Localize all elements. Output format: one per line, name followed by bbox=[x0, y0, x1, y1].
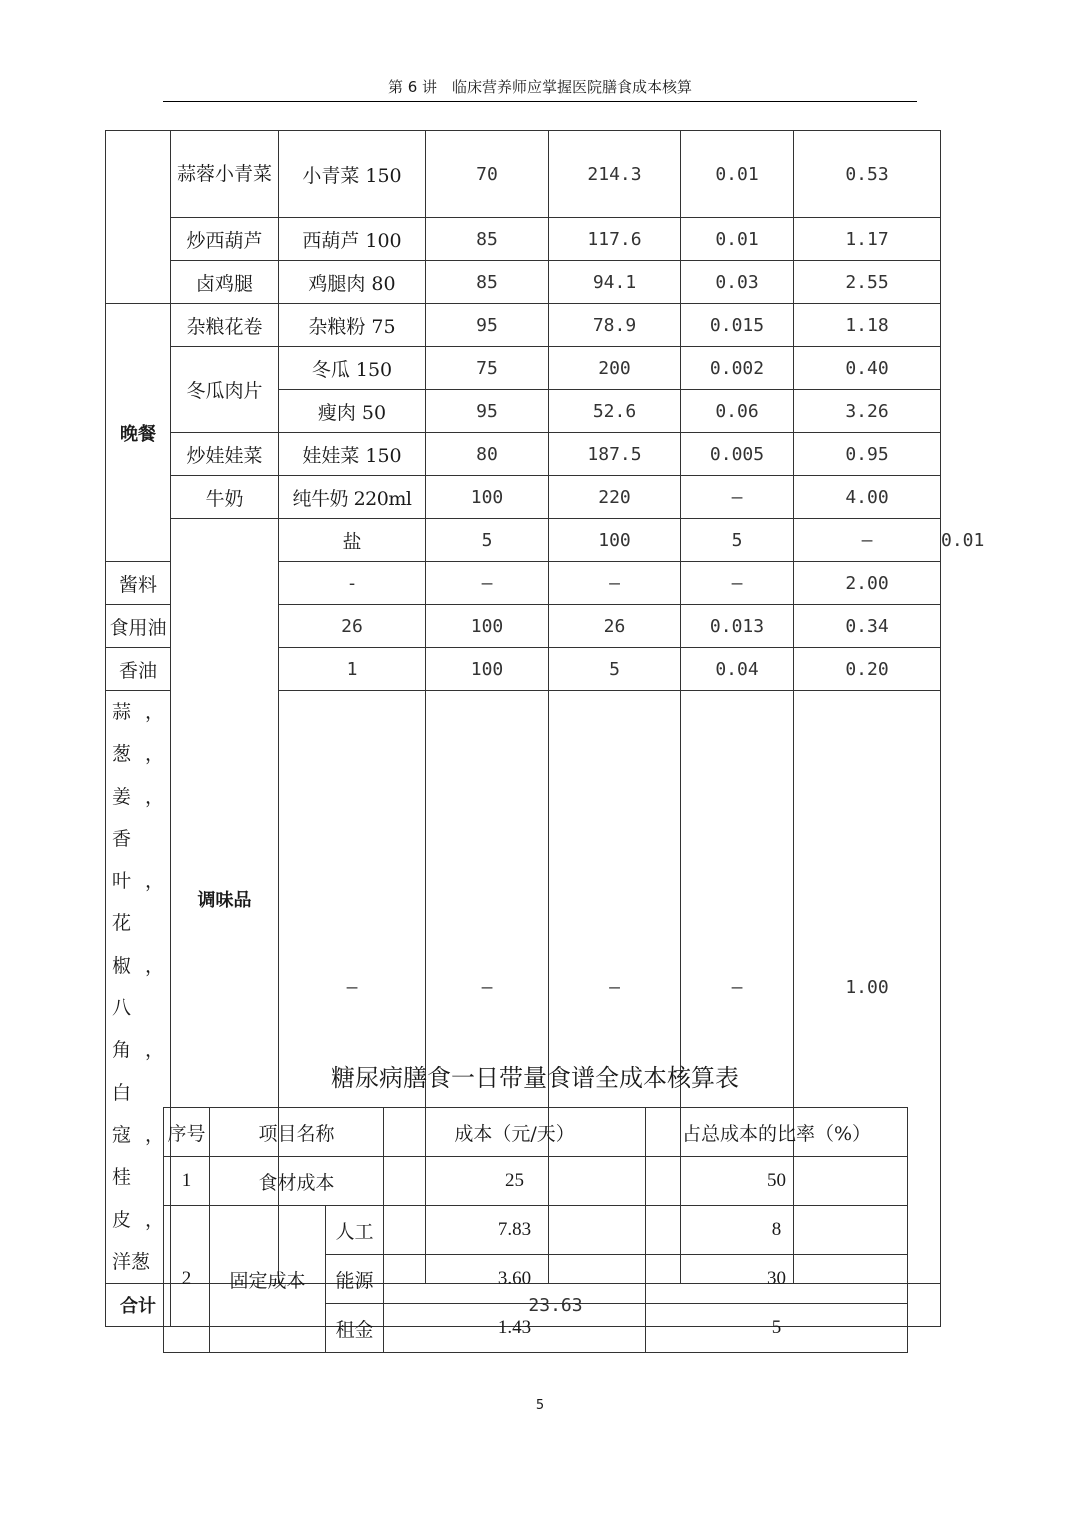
total-label: 合计 bbox=[106, 1284, 171, 1327]
dish-name: 牛奶 bbox=[171, 476, 279, 519]
meal-label-cell bbox=[106, 131, 171, 304]
value-c: – bbox=[794, 519, 941, 562]
value-c: 0.03 bbox=[681, 261, 794, 304]
dish-name: 香油 bbox=[106, 648, 171, 691]
value-a: 95 bbox=[426, 390, 549, 433]
value-a: 70 bbox=[426, 131, 549, 218]
value-d: 0.40 bbox=[794, 347, 941, 390]
value-a: – bbox=[426, 691, 549, 1284]
value-a: 95 bbox=[426, 304, 549, 347]
value-a: 100 bbox=[426, 648, 549, 691]
header-item: 项目名称 bbox=[210, 1108, 384, 1157]
value-d: 1.17 bbox=[794, 218, 941, 261]
table-row bbox=[106, 433, 941, 476]
value-d: 3.26 bbox=[794, 390, 941, 433]
table-row bbox=[164, 1157, 908, 1206]
value-a: 100 bbox=[426, 476, 549, 519]
value-c: 0.06 bbox=[681, 390, 794, 433]
value-b: 5 bbox=[549, 648, 681, 691]
ingredient: - bbox=[279, 562, 426, 605]
cost-table-title: 糖尿病膳食一日带量食谱全成本核算表 bbox=[331, 1064, 739, 1092]
value-c: 0.04 bbox=[681, 648, 794, 691]
table-row bbox=[106, 218, 941, 261]
value-b: 187.5 bbox=[549, 433, 681, 476]
value-d: 0.20 bbox=[794, 648, 941, 691]
table-row bbox=[106, 304, 941, 347]
dish-name: 炒西葫芦 bbox=[171, 218, 279, 261]
table-row bbox=[164, 1206, 908, 1255]
header-ratio: 占总成本的比率（%） bbox=[646, 1108, 908, 1157]
row-ratio: 5 bbox=[646, 1304, 908, 1353]
dish-name: 冬瓜肉片 bbox=[171, 347, 279, 433]
value-b: 52.6 bbox=[549, 390, 681, 433]
row-cost: 7.83 bbox=[384, 1206, 646, 1255]
ingredient: 1 bbox=[279, 648, 426, 691]
value-b: 214.3 bbox=[549, 131, 681, 218]
page-number: 5 bbox=[535, 1398, 545, 1413]
table-row: 调味品 盐 5 100 5 – 0.01 bbox=[106, 519, 941, 562]
value-c: – bbox=[681, 691, 794, 1284]
sub-item-energy: 能源 bbox=[326, 1255, 384, 1304]
sub-item-rent: 租金 bbox=[326, 1304, 384, 1353]
dish-name: 卤鸡腿 bbox=[171, 261, 279, 304]
value-d: 4.00 bbox=[794, 476, 941, 519]
row-ratio: 30 bbox=[646, 1255, 908, 1304]
value-c: – bbox=[681, 476, 794, 519]
value-a: 75 bbox=[426, 347, 549, 390]
dish-name: 杂粮花卷 bbox=[171, 304, 279, 347]
header-no: 序号 bbox=[164, 1108, 210, 1157]
ingredient: 西葫芦 100 bbox=[279, 218, 426, 261]
table-header-row bbox=[164, 1108, 908, 1157]
value-c: – bbox=[681, 562, 794, 605]
row-no: 2 bbox=[164, 1206, 210, 1353]
value-c: 0.01 bbox=[681, 218, 794, 261]
dish-name: 盐 bbox=[279, 519, 426, 562]
header-cost: 成本（元/天） bbox=[384, 1108, 646, 1157]
value-d: 0.95 bbox=[794, 433, 941, 476]
value-a: 85 bbox=[426, 218, 549, 261]
row-cost: 25 bbox=[384, 1157, 646, 1206]
meal-label-dinner: 晚餐 bbox=[106, 304, 171, 562]
value-b: 5 bbox=[681, 519, 794, 562]
value-d: 0.34 bbox=[794, 605, 941, 648]
value-d: 1.00 bbox=[794, 691, 941, 1284]
row-ratio: 8 bbox=[646, 1206, 908, 1255]
meal-label-seasoning: 调味品 bbox=[171, 519, 279, 1284]
row-item: 食材成本 bbox=[210, 1157, 384, 1206]
value-b: 78.9 bbox=[549, 304, 681, 347]
table-row bbox=[106, 347, 941, 390]
value-d: 0.53 bbox=[794, 131, 941, 218]
table-row bbox=[106, 476, 941, 519]
table-row bbox=[106, 261, 941, 304]
value-d: 2.00 bbox=[794, 562, 941, 605]
row-cost: 3.60 bbox=[384, 1255, 646, 1304]
dish-name: 炒娃娃菜 bbox=[171, 433, 279, 476]
value-d: 2.55 bbox=[794, 261, 941, 304]
value-c: 0.013 bbox=[681, 605, 794, 648]
value-b: 117.6 bbox=[549, 218, 681, 261]
value-b: 94.1 bbox=[549, 261, 681, 304]
value-c: 0.01 bbox=[681, 131, 794, 218]
value-a: 100 bbox=[549, 519, 681, 562]
row-item: 固定成本 bbox=[210, 1206, 326, 1353]
row-ratio: 50 bbox=[646, 1157, 908, 1206]
value-b: – bbox=[549, 691, 681, 1284]
row-cost: 1.43 bbox=[384, 1304, 646, 1353]
value-b: 220 bbox=[549, 476, 681, 519]
ingredient: 瘦肉 50 bbox=[279, 390, 426, 433]
ingredient: 杂粮粉 75 bbox=[279, 304, 426, 347]
ingredient: 5 bbox=[426, 519, 549, 562]
value-d: 1.18 bbox=[794, 304, 941, 347]
ingredient: 娃娃菜 150 bbox=[279, 433, 426, 476]
dish-name: 酱料 bbox=[106, 562, 171, 605]
value-a: 80 bbox=[426, 433, 549, 476]
running-header: 第 6 讲 临床营养师应掌握医院膳食成本核算 bbox=[163, 74, 917, 102]
value-b: 26 bbox=[549, 605, 681, 648]
value-b: – bbox=[549, 562, 681, 605]
ingredient: 小青菜 150 bbox=[279, 131, 426, 218]
row-no: 1 bbox=[164, 1157, 210, 1206]
ingredient: – bbox=[279, 691, 426, 1284]
total-value: 23.63 bbox=[171, 1284, 941, 1327]
ingredient: 鸡腿肉 80 bbox=[279, 261, 426, 304]
dish-name: 蒜蓉小青菜 bbox=[171, 131, 279, 218]
dish-name: 蒜，葱，姜，香叶，花椒，八角，白寇，桂皮，洋葱 bbox=[106, 691, 171, 1284]
full-cost-table bbox=[163, 1107, 908, 1353]
table-row bbox=[106, 131, 941, 218]
value-b: 200 bbox=[549, 347, 681, 390]
value-c: 0.002 bbox=[681, 347, 794, 390]
value-a: 85 bbox=[426, 261, 549, 304]
ingredient: 冬瓜 150 bbox=[279, 347, 426, 390]
value-c: 0.005 bbox=[681, 433, 794, 476]
ingredient: 26 bbox=[279, 605, 426, 648]
dish-name: 食用油 bbox=[106, 605, 171, 648]
value-a: 100 bbox=[426, 605, 549, 648]
value-c: 0.015 bbox=[681, 304, 794, 347]
value-a: – bbox=[426, 562, 549, 605]
sub-item-labor: 人工 bbox=[326, 1206, 384, 1255]
ingredient: 纯牛奶 220ml bbox=[279, 476, 426, 519]
